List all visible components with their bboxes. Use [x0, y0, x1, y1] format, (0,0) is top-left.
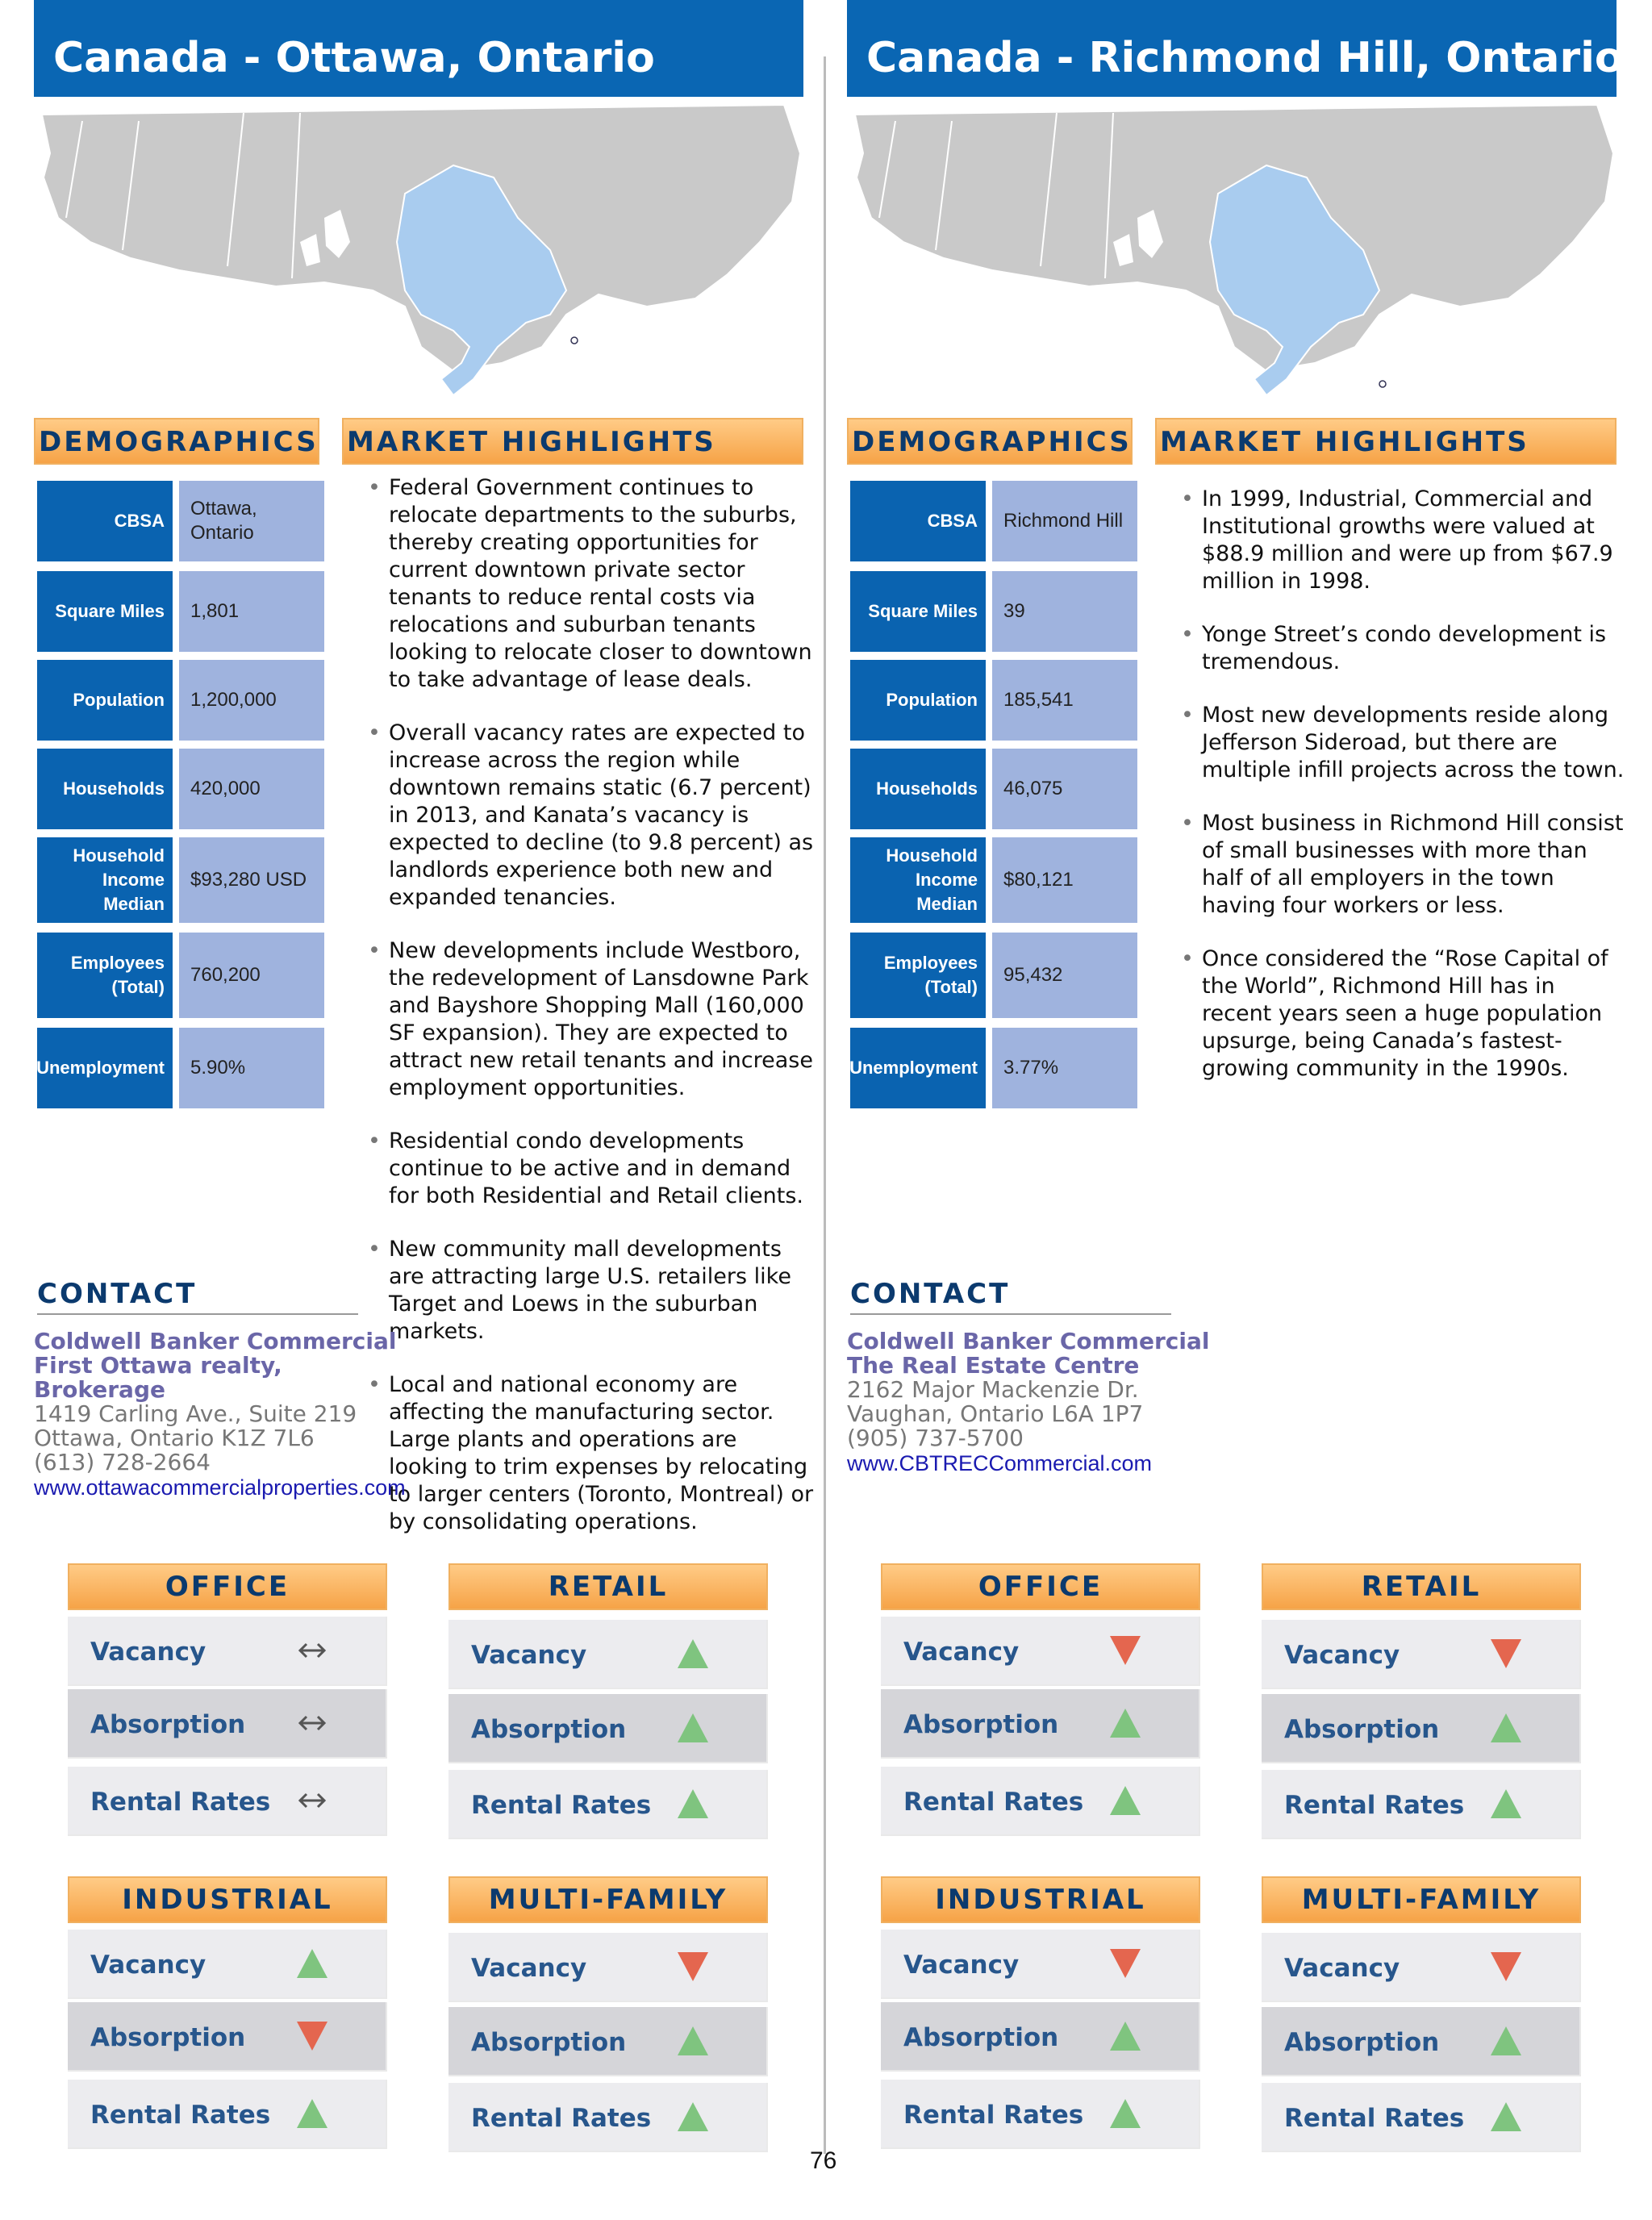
market-metric-label: Vacancy — [90, 1951, 206, 1980]
demographics-row — [37, 571, 324, 652]
demographics-row — [37, 749, 324, 829]
demographics-label: Household Income Median — [850, 837, 986, 923]
demographics-value: 5.90% — [179, 1028, 324, 1108]
market-card-title: MULTI-FAMILY — [488, 1884, 728, 1916]
demographics-value: 420,000 — [179, 749, 324, 829]
trend-up-icon — [676, 2025, 710, 2057]
market-card-title: INDUSTRIAL — [122, 1884, 333, 1916]
trend-down-icon — [295, 2020, 329, 2052]
market-highlight-item: • Federal Government continues to relocate departments to the suburbs, thereby creating opportunities for current downtown private sector tenants to reduce rental costs via relocations and suburban tenants looking to relocate closer to downtown to take advantage of lease deals. — [365, 474, 816, 694]
market-metric-label: Rental Rates — [90, 1788, 271, 1817]
market-metric-label: Vacancy — [903, 1951, 1020, 1980]
demographics-row — [850, 933, 1137, 1018]
trend-down-icon — [1489, 1951, 1523, 1983]
market-metric-label: Absorption — [471, 2028, 627, 2057]
demographics-label: Square Miles — [37, 571, 173, 652]
market-card-header — [448, 1876, 768, 1923]
demographics-label: Population — [850, 660, 986, 741]
market-card-title: RETAIL — [548, 1571, 669, 1603]
market-highlights-header — [1155, 418, 1617, 465]
market-card-row — [881, 2002, 1200, 2072]
market-card-row — [68, 1689, 387, 1759]
market-metric-label: Vacancy — [1284, 1641, 1400, 1670]
market-metric-label: Vacancy — [90, 1638, 206, 1667]
page-title: Canada - Ottawa, Ontario — [53, 34, 655, 82]
demographics-row — [850, 1028, 1137, 1108]
market-card-row — [448, 1770, 768, 1839]
market-highlight-item: • Most business in Richmond Hill consist of small businesses with more than half of all employers in the town having four workers or less. — [1178, 810, 1629, 920]
demographics-row — [37, 837, 324, 923]
trend-up-icon — [676, 1712, 710, 1744]
contact-header — [37, 1271, 358, 1315]
trend-up-icon — [676, 1788, 710, 1820]
column-divider — [824, 56, 826, 2154]
page-title: Canada - Richmond Hill, Ontario — [866, 34, 1624, 82]
contact-website-link[interactable]: www.ottawacommercialproperties.com — [34, 1475, 406, 1500]
demographics-value: 760,200 — [179, 933, 324, 1018]
market-highlights-list — [1178, 486, 1629, 1108]
trend-up-icon — [1489, 2101, 1523, 2133]
market-card-title: MULTI-FAMILY — [1301, 1884, 1541, 1916]
market-highlight-item: • Local and national economy are affecting the manufacturing sector. Large plants and operations are looking to trim expenses by relocating to larger centers (Toronto, Montreal) or by consolidating operations. — [365, 1371, 816, 1536]
market-highlights-list — [365, 474, 816, 1562]
trend-up-icon — [1489, 1712, 1523, 1744]
market-card-row — [881, 2080, 1200, 2149]
demographics-row — [37, 481, 324, 561]
page-title-bar — [847, 0, 1624, 97]
trend-up-icon — [676, 2101, 710, 2133]
market-metric-label: Rental Rates — [903, 1788, 1084, 1817]
trend-up-icon — [1108, 1707, 1142, 1739]
market-card-row — [448, 2083, 768, 2152]
market-metric-label: Rental Rates — [90, 2101, 271, 2130]
demographics-value: 1,801 — [179, 571, 324, 652]
demographics-label: Households — [850, 749, 986, 829]
contact-block — [34, 1329, 421, 1500]
demographics-label: Household Income Median — [37, 837, 173, 923]
trend-down-icon — [1108, 1634, 1142, 1667]
market-metric-label: Absorption — [471, 1715, 627, 1744]
demographics-row — [850, 837, 1137, 923]
demographics-label: Population — [37, 660, 173, 741]
market-card-row — [1262, 2083, 1581, 2152]
left-map — [34, 105, 803, 411]
demographics-label: Employees (Total) — [37, 933, 173, 1018]
demographics-value: 1,200,000 — [179, 660, 324, 741]
market-highlights-heading: MARKET HIGHLIGHTS — [1160, 426, 1529, 458]
page-title-bar — [34, 0, 803, 97]
market-metric-label: Absorption — [903, 1710, 1059, 1739]
demographics-value: 39 — [992, 571, 1137, 652]
demographics-row — [850, 481, 1137, 561]
contact-phone: (905) 737-5700 — [847, 1425, 1024, 1451]
demographics-value: Ottawa, Ontario — [179, 481, 324, 561]
market-card-row — [68, 1767, 387, 1836]
trend-down-icon — [1489, 1638, 1523, 1670]
trend-up-icon — [1108, 1784, 1142, 1817]
market-metric-label: Vacancy — [1284, 1954, 1400, 1983]
trend-up-icon — [1489, 1788, 1523, 1820]
contact-block — [847, 1329, 1234, 1476]
market-highlight-item: • New developments include Westboro, the redevelopment of Lansdowne Park and Bayshore Shopping Mall (160,000 SF expansion). They are expected to attract new retail tenants and increase employment opportunities. — [365, 937, 816, 1102]
panel-ottawa — [34, 0, 814, 2220]
demographics-heading: DEMOGRAPHICS — [852, 426, 1132, 458]
market-metric-label: Absorption — [90, 2023, 246, 2052]
demographics-row — [37, 1028, 324, 1108]
contact-address: 1419 Carling Ave., Suite 219 — [34, 1400, 357, 1427]
market-card-header — [68, 1563, 387, 1610]
trend-down-icon — [676, 1951, 710, 1983]
contact-company: First Ottawa realty, — [34, 1352, 282, 1379]
demographics-label: Employees (Total) — [850, 933, 986, 1018]
demographics-value: 95,432 — [992, 933, 1137, 1018]
demographics-label: CBSA — [37, 481, 173, 561]
market-metric-label: Vacancy — [903, 1638, 1020, 1667]
market-metric-label: Absorption — [1284, 1715, 1440, 1744]
page-number: 76 — [810, 2147, 837, 2174]
market-highlight-item: • In 1999, Industrial, Commercial and Institutional growths were valued at $88.9 million and were up from $67.9 million in 1998. — [1178, 486, 1629, 595]
market-card-header — [448, 1563, 768, 1610]
market-card-row — [1262, 1770, 1581, 1839]
demographics-header — [847, 418, 1133, 465]
market-highlights-heading: MARKET HIGHLIGHTS — [347, 426, 716, 458]
contact-heading: CONTACT — [37, 1278, 198, 1310]
demographics-value: 46,075 — [992, 749, 1137, 829]
market-card-row — [1262, 2007, 1581, 2076]
demographics-label: Unemployment — [850, 1028, 986, 1108]
trend-flat-icon — [295, 1707, 329, 1739]
market-card-row — [68, 2002, 387, 2072]
demographics-row — [850, 749, 1137, 829]
trend-up-icon — [1108, 2020, 1142, 2052]
trend-down-icon — [1108, 1947, 1142, 1980]
contact-company: Coldwell Banker Commercial — [847, 1328, 1210, 1354]
market-card-row — [881, 1689, 1200, 1759]
demographics-value: 185,541 — [992, 660, 1137, 741]
trend-flat-icon — [295, 1634, 329, 1667]
market-card-title: INDUSTRIAL — [935, 1884, 1146, 1916]
demographics-value: 3.77% — [992, 1028, 1137, 1108]
contact-company: Coldwell Banker Commercial — [34, 1328, 397, 1354]
market-card-row — [881, 1767, 1200, 1836]
market-card-row — [448, 1620, 768, 1689]
market-card-row — [448, 1933, 768, 2002]
market-card-row — [68, 1617, 387, 1686]
trend-up-icon — [295, 1947, 329, 1980]
contact-company: The Real Estate Centre — [847, 1352, 1140, 1379]
market-metric-label: Rental Rates — [471, 1791, 652, 1820]
market-metric-label: Rental Rates — [903, 2101, 1084, 2130]
market-card-header — [68, 1876, 387, 1923]
location-marker — [571, 337, 578, 344]
contact-company: Brokerage — [34, 1376, 165, 1403]
market-highlight-item: • Overall vacancy rates are expected to increase across the region while downtown remains static (6.7 percent) in 2013, and Kanata’s vacancy is expected to decline (to 9.8 percent) as landlords experience both new and expanded tenancies. — [365, 720, 816, 912]
market-metric-label: Vacancy — [471, 1954, 587, 1983]
location-marker — [1379, 381, 1386, 387]
market-card-row — [1262, 1694, 1581, 1763]
market-highlights-header — [342, 418, 803, 465]
market-card-row — [448, 2007, 768, 2076]
market-card-row — [68, 1930, 387, 1999]
contact-heading: CONTACT — [850, 1278, 1011, 1310]
demographics-label: CBSA — [850, 481, 986, 561]
market-metric-label: Absorption — [1284, 2028, 1440, 2057]
contact-address: Ottawa, Ontario K1Z 7L6 — [34, 1425, 315, 1451]
demographics-row — [37, 660, 324, 741]
right-map — [847, 105, 1617, 411]
contact-phone: (613) 728-2664 — [34, 1449, 211, 1475]
demographics-value: $93,280 USD — [179, 837, 324, 923]
demographics-label: Square Miles — [850, 571, 986, 652]
demographics-label: Households — [37, 749, 173, 829]
market-card-row — [68, 2080, 387, 2149]
demographics-label: Unemployment — [37, 1028, 173, 1108]
market-highlight-item: • New community mall developments are attracting large U.S. retailers like Target and Loews in the suburban markets. — [365, 1236, 816, 1346]
demographics-value: $80,121 — [992, 837, 1137, 923]
market-card-row — [1262, 1620, 1581, 1689]
demographics-value: Richmond Hill — [992, 481, 1137, 561]
market-card-title: RETAIL — [1361, 1571, 1482, 1603]
trend-up-icon — [676, 1638, 710, 1670]
market-highlight-item: • Yonge Street’s condo development is tremendous. — [1178, 621, 1629, 676]
market-metric-label: Rental Rates — [1284, 1791, 1465, 1820]
market-metric-label: Absorption — [903, 2023, 1059, 2052]
demographics-row — [850, 571, 1137, 652]
market-card-row — [448, 1694, 768, 1763]
panel-richmond-hill — [847, 0, 1625, 2220]
market-card-header — [1262, 1563, 1581, 1610]
demographics-heading: DEMOGRAPHICS — [39, 426, 319, 458]
market-card-row — [1262, 1933, 1581, 2002]
trend-up-icon — [295, 2097, 329, 2130]
market-metric-label: Vacancy — [471, 1641, 587, 1670]
market-highlight-item: • Once considered the “Rose Capital of the World”, Richmond Hill has in recent years seen a huge population upsurge, being Canada’s fastest-growing community in the 1990s. — [1178, 945, 1629, 1083]
market-highlight-item: • Most new developments reside along Jefferson Sideroad, but there are multiple infill projects across the town. — [1178, 702, 1629, 784]
trend-up-icon — [1489, 2025, 1523, 2057]
contact-header — [850, 1271, 1171, 1315]
trend-up-icon — [1108, 2097, 1142, 2130]
market-card-row — [881, 1617, 1200, 1686]
trend-flat-icon — [295, 1784, 329, 1817]
contact-address: Vaughan, Ontario L6A 1P7 — [847, 1400, 1144, 1427]
market-metric-label: Rental Rates — [471, 2104, 652, 2133]
market-card-header — [881, 1563, 1200, 1610]
market-metric-label: Absorption — [90, 1710, 246, 1739]
demographics-row — [37, 933, 324, 1018]
demographics-header — [34, 418, 319, 465]
contact-website-link[interactable]: www.CBTRECCommercial.com — [847, 1451, 1153, 1475]
contact-address: 2162 Major Mackenzie Dr. — [847, 1376, 1139, 1403]
market-card-header — [1262, 1876, 1581, 1923]
market-card-row — [881, 1930, 1200, 1999]
demographics-row — [850, 660, 1137, 741]
market-card-title: OFFICE — [165, 1571, 290, 1603]
market-card-title: OFFICE — [978, 1571, 1103, 1603]
market-metric-label: Rental Rates — [1284, 2104, 1465, 2133]
market-card-header — [881, 1876, 1200, 1923]
market-highlight-item: • Residential condo developments continue to be active and in demand for both Residential and Retail clients. — [365, 1128, 816, 1210]
